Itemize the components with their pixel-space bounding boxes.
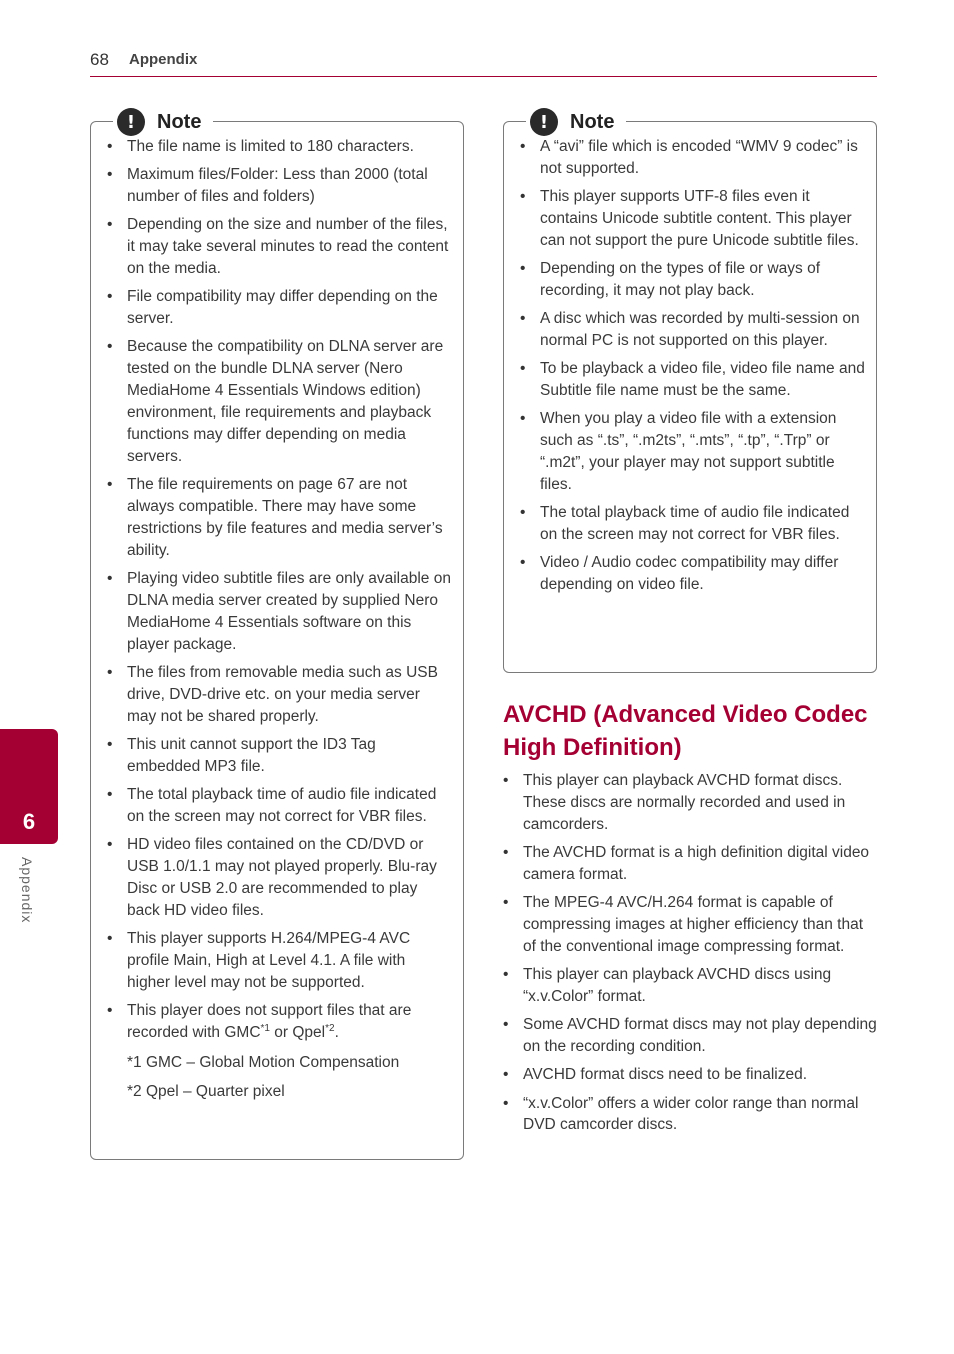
list-item: • Depending on the size and number of the files, it may take several minutes to read the content on the media. <box>107 214 452 280</box>
list-item: • The AVCHD format is a high definition digital video camera format. <box>503 842 878 886</box>
gmc-text: This player does not support files that are recorded with GMC <box>127 1002 412 1042</box>
list-item: • HD video files contained on the CD/DVD or USB 1.0/1.1 may not played properly. Blu-ray Disc or USB 2.0 are recommended to play back HD video files. <box>107 834 452 922</box>
list-item: • A “avi” file which is encoded “WMV 9 codec” is not supported. <box>520 136 865 180</box>
list-item: • This player supports UTF-8 files even it contains Unicode subtitle content. This player can not support the pure Unicode subtitle files. <box>520 186 865 252</box>
exclamation-icon: ! <box>530 108 558 136</box>
list-item: • Maximum files/Folder: Less than 2000 (total number of files and folders) <box>107 164 452 208</box>
note-title-left <box>113 108 213 136</box>
list-item: • This player supports H.264/MPEG-4 AVC profile Main, High at Level 4.1. A file with higher level may not be supported. <box>107 928 452 994</box>
list-item: • The files from removable media such as USB drive, DVD-drive etc. on your media server may not be shared properly. <box>107 662 452 728</box>
list-item: • This unit cannot support the ID3 Tag embedded MP3 file. <box>107 734 452 778</box>
list-item: • Because the compatibility on DLNA server are tested on the bundle DLNA server (Nero MediaHome 4 Essentials Windows edition) environment, file requirements and playback functions may differ depending on media servers. <box>107 336 452 467</box>
list-item: • Depending on the types of file or ways of recording, it may not play back. <box>520 258 865 302</box>
list-item: • “x.v.Color” offers a wider color range than normal DVD camcorder discs. <box>503 1093 878 1137</box>
avchd-list <box>503 770 878 1143</box>
footnote-ref-2: *2 <box>325 1022 335 1034</box>
chapter-tab-label: Appendix <box>19 857 35 924</box>
list-item: • This player can playback AVCHD discs using “x.v.Color” format. <box>503 964 878 1008</box>
list-item: • Playing video subtitle files are only available on DLNA media server created by supplied Nero MediaHome 4 Essentials software on this player package. <box>107 568 452 656</box>
note-title-right <box>526 108 626 136</box>
list-item: • When you play a video file with a extension such as “.ts”, “.m2ts”, “.mts”, “.tp”, “.Trp” or “.m2t”, your player may not support subtitle files. <box>520 408 865 496</box>
list-item: • The file name is limited to 180 characters. <box>107 136 452 158</box>
list-item: • The total playback time of audio file indicated on the screen may not correct for VBR files. <box>520 502 865 546</box>
page-number: 68 <box>90 50 109 69</box>
chapter-tab <box>0 729 58 844</box>
list-item: • The total playback time of audio file indicated on the screen may not correct for VBR files. <box>107 784 452 828</box>
note-label: Note <box>157 110 202 133</box>
exclamation-icon: ! <box>117 108 145 136</box>
period-text: . <box>334 1024 339 1042</box>
list-item: • The MPEG-4 AVC/H.264 format is capable of compressing images at higher efficiency than that of the conventional image compressing format. <box>503 892 878 958</box>
footnote-gmc: *1 GMC – Global Motion Compensation <box>127 1054 400 1071</box>
note-list-left <box>107 136 452 1110</box>
avchd-heading: AVCHD (Advanced Video Codec High Definition) <box>503 701 868 761</box>
note-box-left <box>90 110 464 1160</box>
note-list-right <box>520 136 865 603</box>
qpel-text: or Qpel <box>269 1024 326 1042</box>
list-item: • A disc which was recorded by multi-session on normal PC is not supported on this player. <box>520 308 865 352</box>
list-item: • Some AVCHD format discs may not play depending on the recording condition. <box>503 1014 878 1058</box>
list-item-gmc-qpel <box>107 1000 452 1044</box>
list-item: • Video / Audio codec compatibility may differ depending on video file. <box>520 552 865 596</box>
chapter-number: 6 <box>22 809 36 834</box>
header-section-title: Appendix <box>129 51 198 68</box>
page-header <box>90 48 877 77</box>
footnote-ref-1: *1 <box>260 1022 270 1034</box>
note-box-right <box>503 110 877 673</box>
list-item: • To be playback a video file, video file name and Subtitle file name must be the same. <box>520 358 865 402</box>
note-label: Note <box>570 110 615 133</box>
list-item: • AVCHD format discs need to be finalized. <box>503 1064 878 1086</box>
list-item: • This player can playback AVCHD format discs. These discs are normally recorded and used in camcorders. <box>503 770 878 836</box>
list-item: • The file requirements on page 67 are not always compatible. There may have some restrictions by file features and media server’s ability. <box>107 474 452 562</box>
footnote-qpel: *2 Qpel – Quarter pixel <box>127 1082 285 1100</box>
list-item: • File compatibility may differ depending on the server. <box>107 286 452 330</box>
